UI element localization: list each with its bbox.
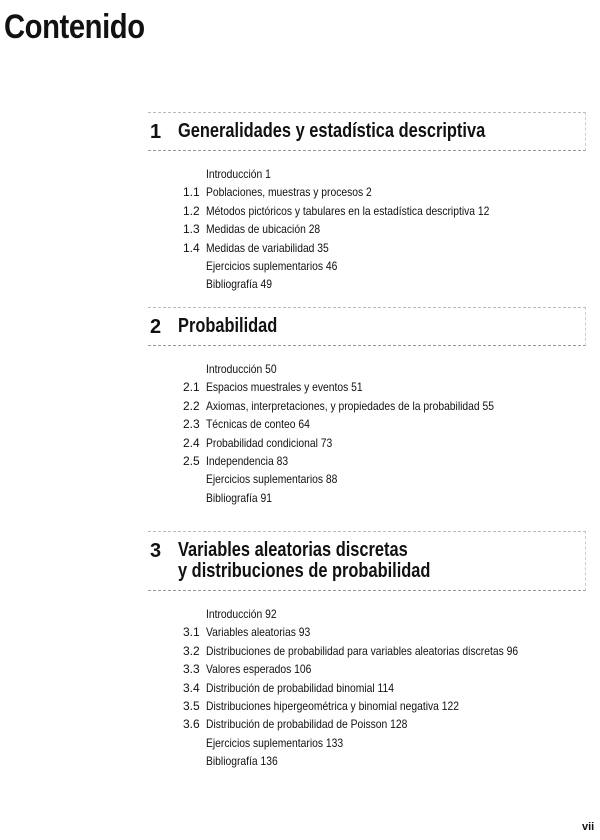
chapter-heading <box>148 531 586 591</box>
toc-entry <box>148 660 586 678</box>
section-title: Axiomas, interpretaciones, y propiedades de la probabilidad 55 <box>206 398 494 413</box>
section-number: 3.2 <box>183 643 200 658</box>
toc-entries <box>148 165 586 294</box>
section-number: 3.3 <box>183 662 200 677</box>
toc-entry <box>148 360 586 378</box>
toc-entry <box>148 642 586 660</box>
section-title: Distribución de probabilidad de Poisson 128 <box>206 717 408 732</box>
chapter-title: y distribuciones de probabilidad <box>178 560 431 582</box>
section-title: Probabilidad condicional 73 <box>206 435 333 450</box>
toc-entry <box>148 489 586 507</box>
toc-entry <box>148 679 586 697</box>
section-title: Independencia 83 <box>206 453 289 468</box>
section-number: 3.1 <box>183 625 200 640</box>
section-number: 1.3 <box>183 222 200 237</box>
chapter-number: 3 <box>150 540 162 562</box>
section-title: Ejercicios suplementarios 46 <box>206 258 338 273</box>
toc-entry <box>148 220 586 238</box>
section-number: 2.5 <box>183 453 200 468</box>
section-title: Poblaciones, muestras y procesos 2 <box>206 185 372 200</box>
toc-entry <box>148 605 586 623</box>
toc-entry <box>148 470 586 488</box>
toc-entry <box>148 697 586 715</box>
section-number: 2.2 <box>183 398 200 413</box>
section-title: Métodos pictóricos y tabulares en la estadística descriptiva 12 <box>206 203 490 218</box>
section-title: Técnicas de conteo 64 <box>206 417 310 432</box>
section-number: 1.1 <box>183 185 200 200</box>
section-title: Ejercicios suplementarios 133 <box>206 735 344 750</box>
toc-entry <box>148 378 586 396</box>
section-title: Distribuciones hipergeométrica y binomial negativa 122 <box>206 698 459 713</box>
section-number: 2.4 <box>183 435 200 450</box>
toc-entry <box>148 275 586 293</box>
toc-entry <box>148 239 586 257</box>
section-number: 3.6 <box>183 717 200 732</box>
section-title: Introducción 1 <box>206 167 271 181</box>
chapter-title: Variables aleatorias discretas <box>178 539 408 561</box>
chapter-title: Generalidades y estadística descriptiva <box>178 120 486 142</box>
chapter-1 <box>148 112 586 294</box>
toc-entries <box>148 360 586 507</box>
chapter-number: 1 <box>150 121 162 143</box>
toc-entries <box>148 605 586 771</box>
section-title: Espacios muestrales y eventos 51 <box>206 380 363 395</box>
toc-entry <box>148 257 586 275</box>
chapter-number: 2 <box>150 316 162 338</box>
section-number: 2.1 <box>183 380 200 395</box>
chapter-2 <box>148 307 586 507</box>
section-title: Medidas de ubicación 28 <box>206 222 321 237</box>
section-title: Variables aleatorias 93 <box>206 625 311 640</box>
section-number: 2.3 <box>183 417 200 432</box>
toc-entry <box>148 452 586 470</box>
page-title: Contenido <box>4 8 145 46</box>
chapter-heading <box>148 307 586 346</box>
section-number: 1.2 <box>183 203 200 218</box>
section-title: Ejercicios suplementarios 88 <box>206 472 338 487</box>
section-title: Bibliografía 91 <box>206 490 272 505</box>
toc-entry <box>148 202 586 220</box>
section-title: Medidas de variabilidad 35 <box>206 240 329 255</box>
toc-entry <box>148 734 586 752</box>
chapter-heading <box>148 112 586 151</box>
section-title: Introducción 50 <box>206 362 277 376</box>
toc-entry <box>148 415 586 433</box>
toc-entry <box>148 434 586 452</box>
section-number: 3.4 <box>183 680 200 695</box>
toc-entry <box>148 623 586 641</box>
section-title: Bibliografía 49 <box>206 277 272 292</box>
page-number: vii <box>582 821 595 833</box>
section-title: Distribuciones de probabilidad para variables aleatorias discretas 96 <box>206 643 519 658</box>
section-title: Valores esperados 106 <box>206 662 312 677</box>
section-number: 3.5 <box>183 698 200 713</box>
section-title: Introducción 92 <box>206 607 277 621</box>
toc-entry <box>148 165 586 183</box>
section-title: Bibliografía 136 <box>206 754 278 769</box>
toc-entry <box>148 183 586 201</box>
chapter-title: Probabilidad <box>178 315 278 337</box>
toc-entry <box>148 397 586 415</box>
toc-entry <box>148 715 586 733</box>
section-title: Distribución de probabilidad binomial 114 <box>206 680 394 695</box>
toc-entry <box>148 752 586 770</box>
chapter-3 <box>148 531 586 771</box>
section-number: 1.4 <box>183 240 200 255</box>
